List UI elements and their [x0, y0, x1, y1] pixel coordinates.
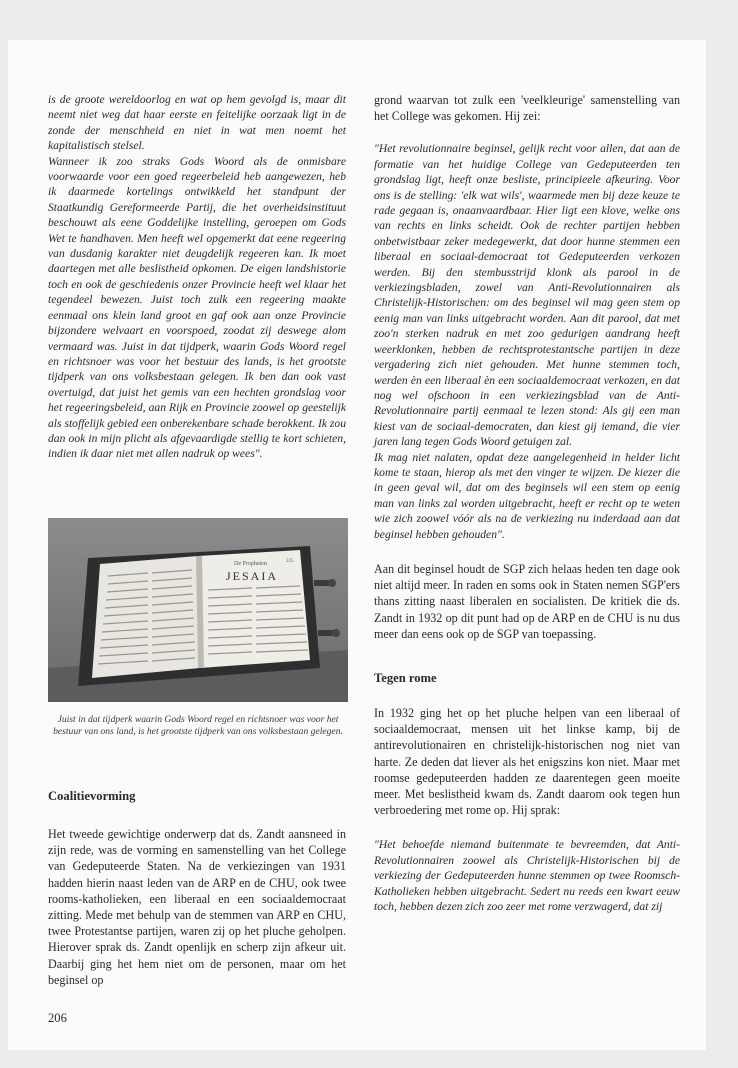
bible-photo	[48, 518, 348, 702]
left-quote-paragraph: is de groote wereldoorlog en wat op hem gevolgd is, maar dit neemt niet weg dat haar eerste en feitelijke oorzaak ligt in de zonde der menschheid en niet in wat men noemt het kapitalistisch stelsel.	[48, 93, 346, 153]
book-heading-text: De Propheten	[234, 561, 267, 567]
intro-paragraph: grond waarvan tot zulk een 'veelkleurige' samenstelling van het College was gekomen. Hij zei:	[374, 93, 680, 124]
left-column	[48, 92, 346, 462]
page-number: 206	[48, 1011, 67, 1025]
section-heading-coalitievorming: Coalitievorming	[48, 789, 136, 803]
left-lower-column	[48, 789, 346, 988]
right-quote-paragraph: "Het revolutionnaire beginsel, gelijk recht voor allen, dat aan de formatie van het huidige College van Gedeputeerden ten grondslag ligt, heeft onze besliste, principieele afkeuring. Voor ons is de stelling: 'elk wat wils', waarmede men bij deze keuze te rade gegaan is, onaanvaardbaar. Hier ligt een klove, welke ons van rechts en links scheidt. Ook de rechter partijen hebben onbetwistbaar zeker medegewerkt, dat door hunne stemmen een liberaal en sociaal-democraat tot Gedeputeerden verkozen werden. Bij den stembusstrijd klonk als parool in de verkiezingsbladen, zowel van Anti-Revolutionnairen als Christelijk-Historischen: om des beginsel wil mag geen stem op eenig man van links uitgebracht worden. Aan dit parool, dat met zoo'n sterken nadruk en met zoo gedurigen aandrang heeft weerklonken, hebben de rechtsprotestantsche partijen in deze vergadering zich niet gehouden. Met hunne stemmen toch, werden èn een liberaal èn een sociaaldemocraat verkozen, en dat nog wel ofschoon in een verkiezingsblad van de Anti-Revolutionnaire partij eenmaal te lezen stond: Als gij een man kiest van de sociaal-democraten, dan kiest gij iemand, die vier jaren lang tegen Gods Woord getuigen zal.	[374, 142, 680, 449]
body-paragraph: In 1932 ging het op het pluche helpen van een liberaal of sociaaldemocraat, mensen uit het linkse kamp, bij de antirevolutionairen en christelijk-historischen nog niet van harte. Ze deden dat liever als het enigszins kon niet. Maar met roomse gedeputeerden hadden ze daarentegen geen moeite meer. Met beslistheid kwam ds. Zandt daarom ook tegen hun verbroedering met rome op. Hij sprak:	[374, 705, 680, 818]
right-column	[374, 92, 680, 914]
left-quote-paragraph: Wanneer ik zoo straks Gods Woord als de onmisbare voorwaarde voor een goed regeerbeleid heb aangewezen, heb ik daarmede kortelings ontwikkeld het standpunt der Staatkundig Gereformeerde Partij, die het overheidsinstituut beschouwt als eene Goddelijke instelling, geroepen om Gods Wet te handhaven. Men heeft wel opgemerkt dat eene regeering van dusdanig karakter niet deugdelijk regeeren kan. Ik moet daartegen met alle beslistheid opkomen. De eigen landshistorie toch en ook de geschiedenis onzer Provincie heeft wel klaar het tegendeel bewezen. Juist toch zulk een regeering maakte eenmaal ons klein land groot en gaf ook aan onze Provincie bijzondere welvaart en voorspoed, zoodat zij deswege alom vermaard was. Juist in dat tijdperk, waarin Gods Woord regel en richtsnoer was voor het bestuur des lands, is het grootste tijdperk van ons volksbestaan gelegen. Ik ben dan ook vast overtuigd, dat juist het gemis van een hechten grondslag voor het regeeringsbeleid, aan Rijk en Provincie zoowel op geestelijk als stoffelijk gebied een onberekenbare schade berokkent. Ik zou dan ook in mijn plicht als afgevaardigde stellig te kort schieten, indien ik daar niet met allen nadruk op wees".	[48, 154, 346, 461]
photo-caption: Juist in dat tijdperk waarin Gods Woord regel en richtsnoer was voor het bestuur van ons land, is het grootste tijdperk van ons volksbestaan gelegen.	[53, 714, 343, 737]
section-heading-tegen-rome: Tegen rome	[374, 670, 437, 685]
document-page	[8, 40, 706, 1050]
body-paragraph: Het tweede gewichtige onderwerp dat ds. Zandt aansneed in zijn rede, was de vorming en samenstelling van het College van Gedeputeerde Staten. Na de verkiezingen van 1931 hadden hierin naast leden van de ARP en de CHU, ook twee rooms-katholieken, een liberaal en een sociaaldemocraat zitting. Mede met behulp van de stemmen van ARP en CHU, twee Protestantse partijen, waren zij op het pluche geholpen. Hierover sprak ds. Zandt openlijk en scherp zijn afkeur uit. Daarbij ging het hem niet om de personen, maar om het beginsel op	[48, 827, 346, 987]
book-page-number: 235	[286, 559, 294, 564]
book-title-text: JESAIA	[226, 569, 279, 583]
open-bible-image	[48, 518, 348, 702]
closing-quote-paragraph: "Het behoefde niemand buitenmate te bevreemden, dat Anti-Revolutionnairen zoowel als Christelijk-Historischen bij de verkiezing der Gedeputeerden hunne stemmen op twee Roomsch-Katholieken hebben uitgebracht. Sedert nu reeds een kwart eeuw toch, hebben dezen zich zoo zeer met rome verzwagerd, dat zij	[374, 838, 680, 914]
right-quote-paragraph: Ik mag niet nalaten, opdat deze aangelegenheid in helder licht kome te staan, hierop als met den vinger te wijzen. De kiezer die in geen geval wil, dat om des beginsels wil een stem op eenig man van links zal worden uitgebracht, heeft er recht op te weten wie zich zoowel vóór als na de verkiezing nu inderdaad aan dat beginsel hebben gehouden".	[374, 450, 680, 541]
body-paragraph: Aan dit beginsel houdt de SGP zich helaas heden ten dage ook niet altijd meer. In raden en soms ook in Staten nemen SGP'ers thans zitting naast liberalen en socialisten. De kritiek die ds. Zandt in 1932 op dit punt had op de ARP en de CHU is nu dus meer dan eens ook op de SGP van toepassing.	[374, 561, 680, 641]
